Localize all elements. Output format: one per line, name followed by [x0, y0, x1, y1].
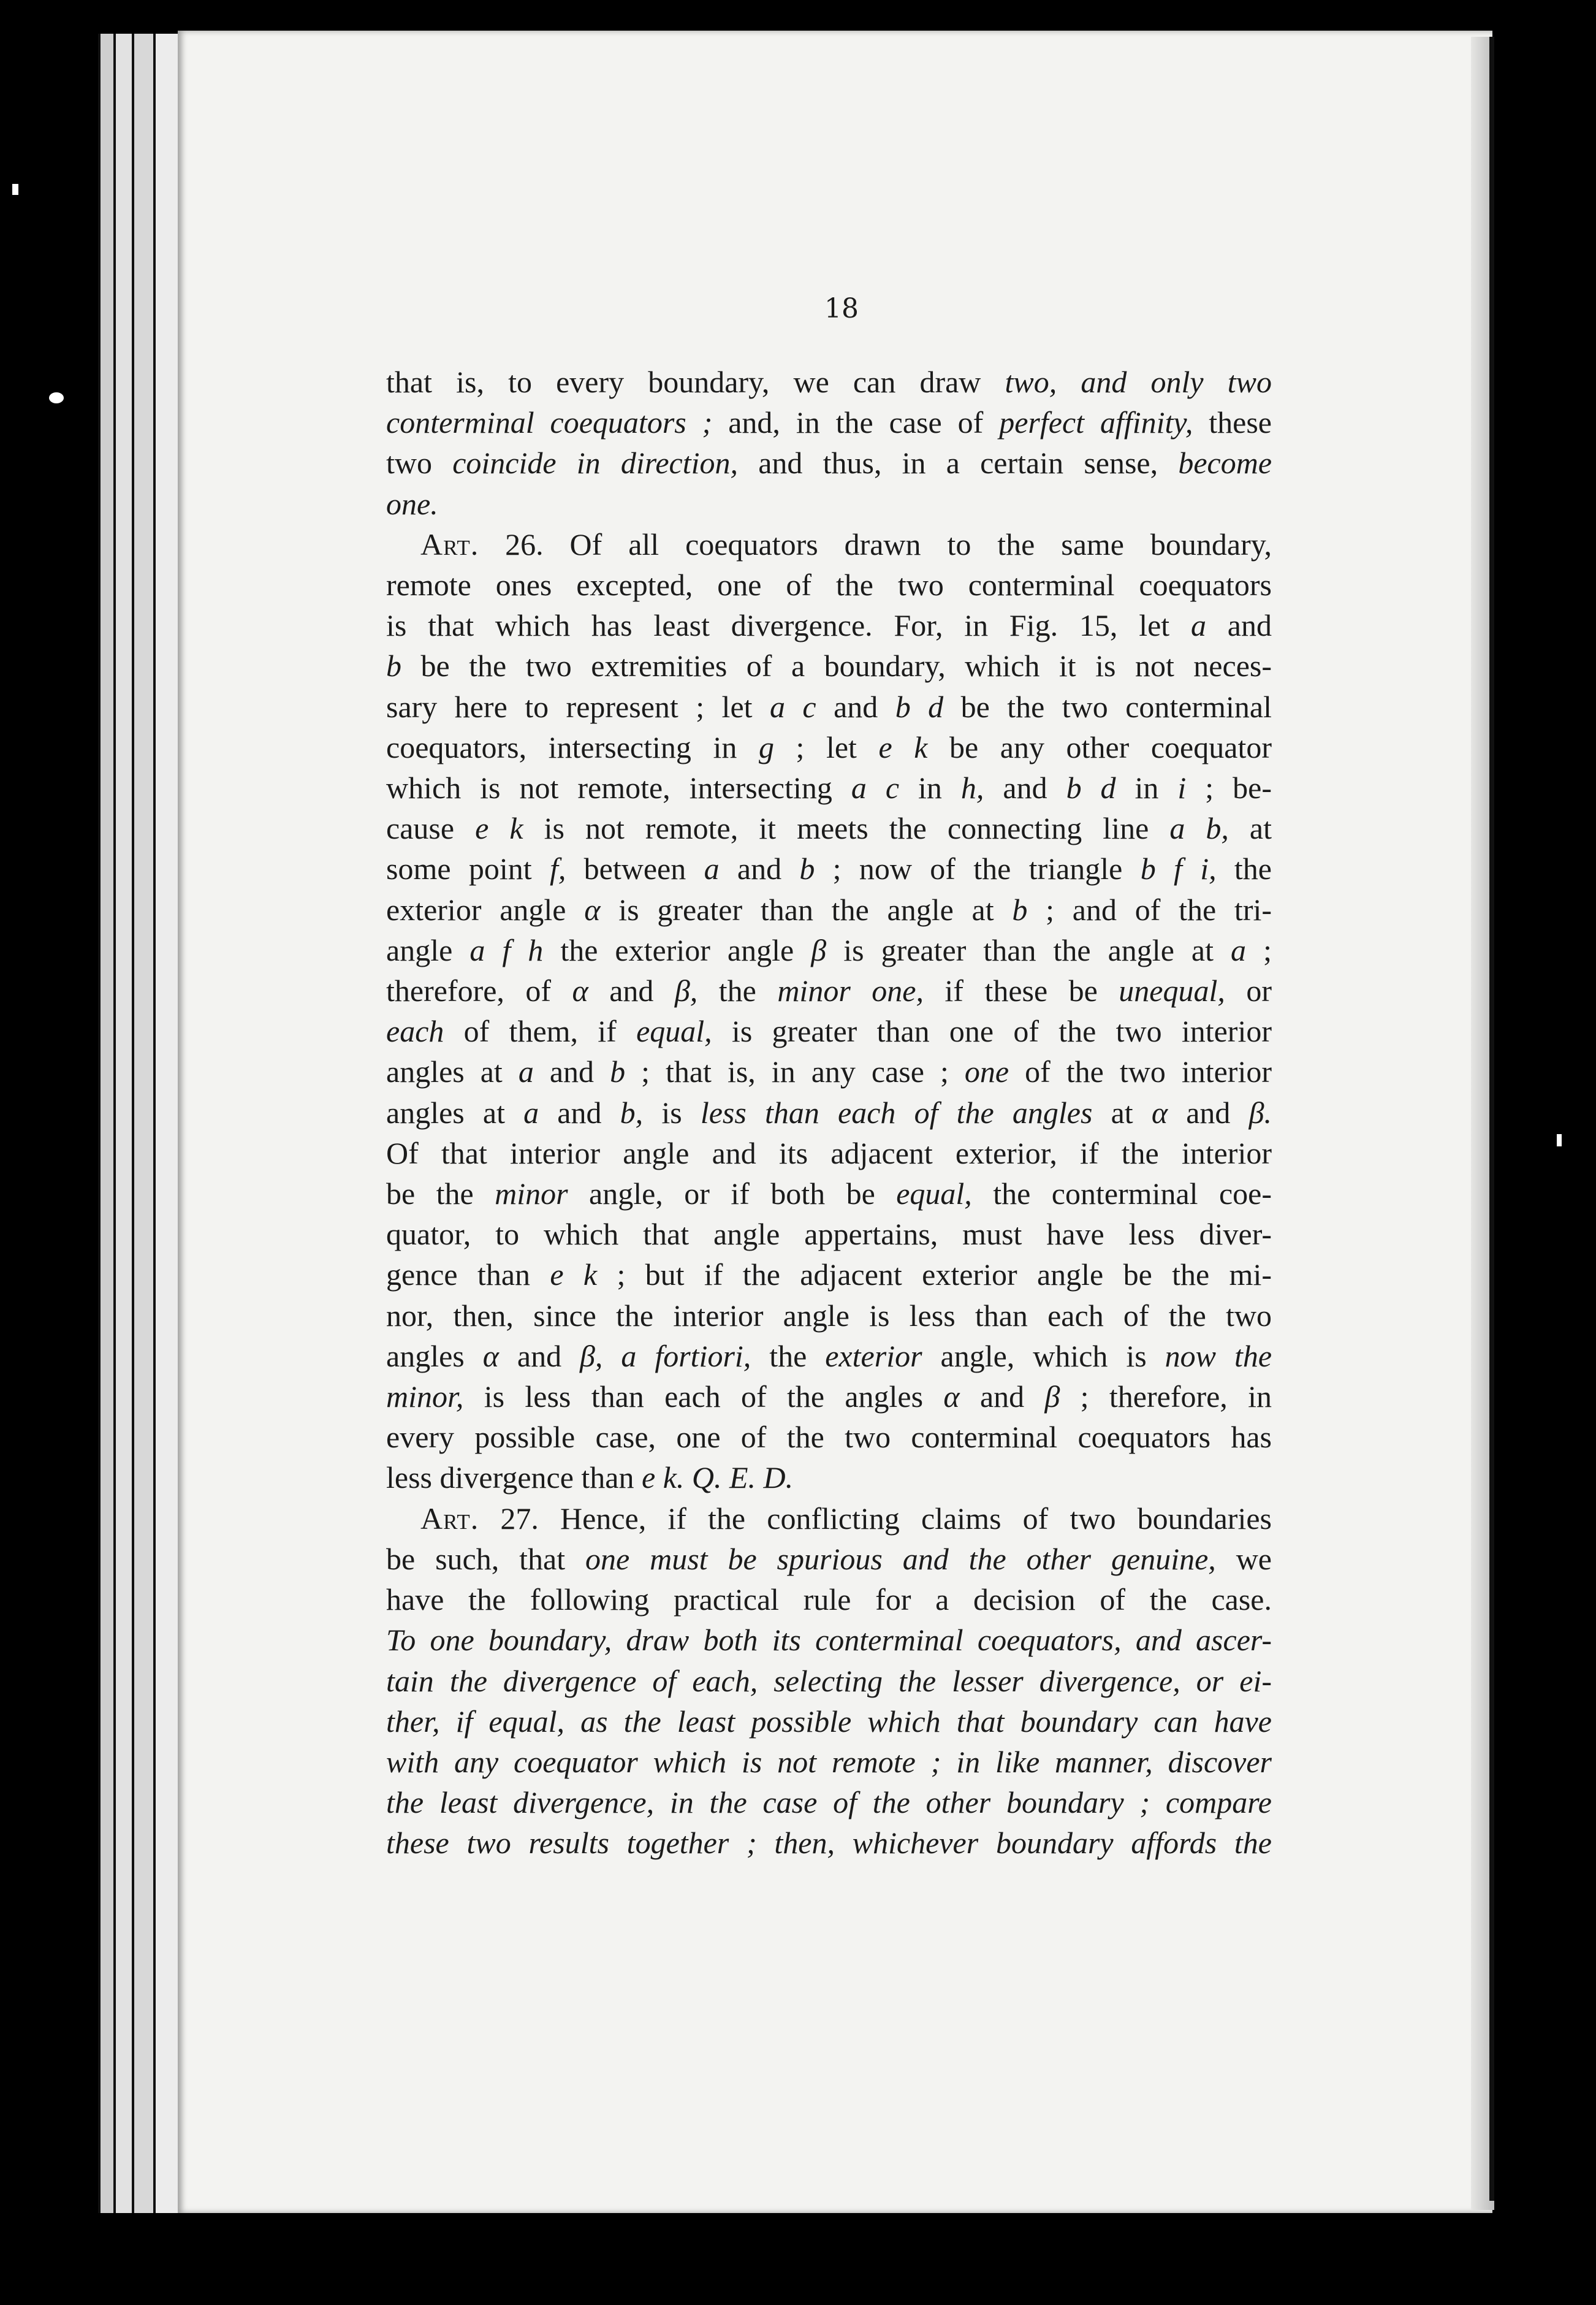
italic-text: with any coequator which is not remote ; in like manner, discover: [386, 1744, 1272, 1779]
text-run: and thus, in a certain sense,: [738, 446, 1179, 481]
scan-speck: [1557, 1134, 1562, 1146]
italic-text: perfect affinity,: [999, 405, 1193, 440]
italic-text: β.: [1248, 1095, 1272, 1130]
italic-text: become: [1178, 446, 1272, 481]
text-run: the conterminal coe-: [971, 1176, 1272, 1211]
text-run: and: [719, 852, 800, 886]
text-run: Of that interior angle and its adjacent exterior, if the interior: [386, 1135, 1272, 1170]
italic-text: unequal,: [1119, 973, 1225, 1008]
text-run: be the two extremities of a boundary, which it is not neces-: [401, 649, 1272, 684]
text-run: therefore, of: [386, 973, 572, 1008]
text-run: angles at: [386, 1054, 519, 1089]
italic-text: b: [799, 852, 815, 886]
text-run: at: [1092, 1095, 1152, 1130]
text-run: is less than each of the angles: [463, 1379, 944, 1414]
text-run: ; now of the triangle: [815, 852, 1141, 886]
text-run: remote ones excepted, one of the two conterminal coequators: [386, 568, 1272, 603]
text-line: [386, 1742, 1272, 1782]
italic-text: minor: [495, 1176, 568, 1211]
text-line: [386, 1417, 1272, 1457]
text-line: [386, 1376, 1272, 1417]
italic-text: β,: [580, 1338, 603, 1373]
article-label: Art.: [420, 1501, 479, 1536]
text-run: and: [959, 1379, 1045, 1414]
italic-text: one must be spurious and the other genuine,: [585, 1541, 1216, 1576]
text-line: [386, 1336, 1272, 1376]
text-line: [386, 808, 1272, 848]
text-line: [386, 1701, 1272, 1742]
text-run: is not remote, it meets the connecting line: [523, 811, 1170, 846]
italic-text: e k: [475, 811, 523, 846]
text-run: sary here to represent ; let: [386, 689, 770, 724]
text-line: [386, 1173, 1272, 1214]
italic-text: tain the divergence of each, selecting the lesser divergence, or ei-: [386, 1663, 1272, 1698]
text-run: quator, to which that angle appertains, must have less diver-: [386, 1217, 1272, 1252]
page-number: 18: [824, 293, 859, 324]
text-run: gence than: [386, 1257, 550, 1292]
text-run: be the two conterminal: [943, 689, 1272, 724]
text-line: [386, 970, 1272, 1011]
text-run: is: [643, 1095, 701, 1130]
italic-text: minor one,: [777, 973, 924, 1008]
italic-text: a: [704, 852, 720, 886]
text-line: [386, 1051, 1272, 1092]
italic-text: e k.: [642, 1460, 685, 1495]
italic-text: β: [1044, 1379, 1060, 1414]
italic-text: a: [1231, 932, 1247, 967]
italic-text: one.: [386, 486, 438, 521]
text-run: ; that is, in any case ;: [625, 1054, 965, 1089]
text-line: [386, 1214, 1272, 1254]
italic-text: conterminal coequators ;: [386, 405, 713, 440]
text-line: [386, 1620, 1272, 1660]
italic-text: β: [811, 932, 827, 967]
text-run: 26. Of all coequators drawn to the same boundary,: [479, 527, 1272, 562]
text-line: [386, 1457, 1272, 1498]
text-run: nor, then, since the interior angle is less than each of the two: [386, 1298, 1272, 1333]
italic-text: β,: [674, 973, 698, 1008]
italic-text: equal,: [896, 1176, 972, 1211]
italic-text: b: [386, 649, 401, 684]
italic-text: b f i,: [1140, 852, 1217, 886]
italic-text: α: [1151, 1095, 1168, 1130]
italic-text: a b,: [1169, 811, 1229, 846]
text-run: or: [1225, 973, 1272, 1008]
text-run: ; but if the adjacent exterior angle be the mi-: [597, 1257, 1272, 1292]
italic-text: a: [1191, 608, 1206, 643]
text-run: these: [1193, 405, 1272, 440]
italic-text: To one boundary, draw both its conterminal coequators, and ascer-: [386, 1623, 1272, 1658]
text-run: angle, or if both be: [568, 1176, 897, 1211]
text-line: [386, 1133, 1272, 1173]
italic-text: α: [584, 892, 601, 927]
text-line: [386, 687, 1272, 727]
italic-text: g: [758, 730, 774, 764]
text-line: [386, 1092, 1272, 1133]
italic-text: a c: [769, 689, 816, 724]
page-right-edge: [1489, 37, 1494, 2201]
text-run: two: [386, 446, 453, 481]
text-run: the: [751, 1338, 826, 1373]
text-run: ; let: [773, 730, 879, 764]
text-run: less divergence than: [386, 1460, 642, 1495]
italic-text: exterior: [825, 1338, 922, 1373]
text-line: [386, 484, 1272, 524]
text-line: [386, 848, 1272, 889]
text-run: be such, that: [386, 1541, 586, 1576]
text-line: [386, 1254, 1272, 1295]
text-run: and: [588, 973, 675, 1008]
text-run: the exterior angle: [543, 932, 811, 967]
text-run: of them, if: [444, 1014, 637, 1049]
text-line: [386, 524, 1272, 565]
italic-text: e k: [550, 1257, 598, 1292]
text-run: ; be-: [1186, 771, 1272, 806]
text-run: and: [816, 689, 895, 724]
italic-text: one: [964, 1054, 1009, 1089]
italic-text: b: [1012, 892, 1028, 927]
text-run: is greater than the angle at: [826, 932, 1231, 967]
text-line: [386, 1539, 1272, 1579]
text-run: have the following practical rule for a decision of the case.: [386, 1582, 1272, 1617]
italic-text: α: [943, 1379, 960, 1414]
text-run: be the: [386, 1176, 495, 1211]
italic-text: a: [518, 1054, 534, 1089]
italic-text: less than each of the angles: [700, 1095, 1093, 1130]
italic-text: two, and only two: [1005, 365, 1272, 399]
text-run: [602, 1339, 621, 1373]
text-run: is greater than the angle at: [600, 892, 1013, 927]
text-run: we: [1215, 1541, 1272, 1576]
text-run: and: [1168, 1095, 1249, 1130]
text-line: [386, 443, 1272, 483]
italic-text: each: [386, 1014, 444, 1049]
text-run: and: [1206, 608, 1272, 643]
text-run: and, in the case of: [712, 405, 1000, 440]
text-run: of the two interior: [1009, 1054, 1272, 1089]
text-run: ; and of the tri-: [1027, 892, 1272, 927]
text-run: if these be: [923, 973, 1119, 1008]
italic-text: these two results together ; then, whichever boundary affords the: [386, 1826, 1272, 1861]
italic-text: b d: [1066, 771, 1116, 806]
text-line: [386, 1823, 1272, 1863]
italic-text: minor,: [386, 1379, 464, 1414]
text-line: [386, 565, 1272, 605]
scan-speck: [49, 392, 64, 403]
text-run: coequators, intersecting in: [386, 730, 759, 764]
italic-text: b,: [620, 1095, 644, 1130]
italic-text: h,: [960, 771, 984, 806]
text-run: [684, 1460, 692, 1495]
text-run: and: [539, 1095, 620, 1130]
text-line: [386, 605, 1272, 646]
italic-text: b: [610, 1054, 626, 1089]
text-run: 27. Hence, if the conflicting claims of two boundaries: [479, 1501, 1272, 1536]
italic-text: coincide in direction,: [452, 446, 739, 481]
italic-text: i: [1177, 771, 1187, 806]
text-line: [386, 890, 1272, 930]
text-line: [386, 1782, 1272, 1823]
italic-text: ther, if equal, as the least possible which that boundary can have: [386, 1704, 1272, 1739]
text-run: in: [899, 771, 961, 806]
text-run: which is not remote, intersecting: [386, 771, 851, 806]
italic-text: f,: [549, 852, 566, 886]
text-run: ; therefore, in: [1060, 1379, 1272, 1414]
italic-text: now the: [1165, 1338, 1272, 1373]
italic-text: a c: [851, 771, 900, 806]
text-line: [386, 1295, 1272, 1336]
text-run: angles: [386, 1338, 483, 1373]
text-run: the: [697, 973, 778, 1008]
italic-text: α: [482, 1338, 499, 1373]
text-run: and: [984, 771, 1066, 806]
text-run: some point: [386, 852, 550, 886]
italic-text: equal,: [636, 1014, 712, 1049]
text-run: and: [533, 1054, 610, 1089]
text-line: [386, 727, 1272, 768]
italic-text: α: [572, 973, 588, 1008]
italic-text: a fortiori,: [621, 1338, 751, 1373]
text-run: be any other coequator: [927, 730, 1272, 764]
text-line: [386, 1661, 1272, 1701]
article-label: Art.: [420, 527, 479, 562]
text-run: ;: [1246, 932, 1272, 967]
scan-speck: [12, 184, 18, 195]
text-line: [386, 402, 1272, 443]
text-run: angle, which is: [922, 1338, 1165, 1373]
text-line: [386, 646, 1272, 686]
italic-text: Q. E. D.: [691, 1460, 794, 1495]
text-run: is greater than one of the two interior: [712, 1014, 1272, 1049]
italic-text: a: [523, 1095, 539, 1130]
text-run: every possible case, one of the two conterminal coequators has: [386, 1420, 1272, 1455]
text-run: angle: [386, 932, 470, 967]
text-line: [386, 362, 1272, 402]
text-line: [386, 1011, 1272, 1051]
text-run: cause: [386, 811, 476, 846]
text-run: in: [1115, 771, 1178, 806]
italic-text: e k: [878, 730, 928, 764]
text-run: and: [498, 1338, 580, 1373]
text-line: [386, 1579, 1272, 1620]
text-run: that is, to every boundary, we can draw: [386, 365, 1005, 399]
text-run: angles at: [386, 1095, 524, 1130]
text-run: exterior angle: [386, 892, 585, 927]
text-line: [386, 1498, 1272, 1539]
text-run: is that which has least divergence. For, in Fig. 15, let: [386, 608, 1191, 643]
text-line: [386, 930, 1272, 970]
text-line: [386, 768, 1272, 808]
text-run: between: [566, 852, 704, 886]
italic-text: b d: [895, 689, 944, 724]
italic-text: a f h: [469, 932, 544, 967]
italic-text: the least divergence, in the case of the other boundary ; compare: [386, 1785, 1272, 1820]
text-run: at: [1228, 811, 1272, 846]
body-text: [386, 362, 1272, 1864]
text-run: the: [1216, 852, 1272, 886]
